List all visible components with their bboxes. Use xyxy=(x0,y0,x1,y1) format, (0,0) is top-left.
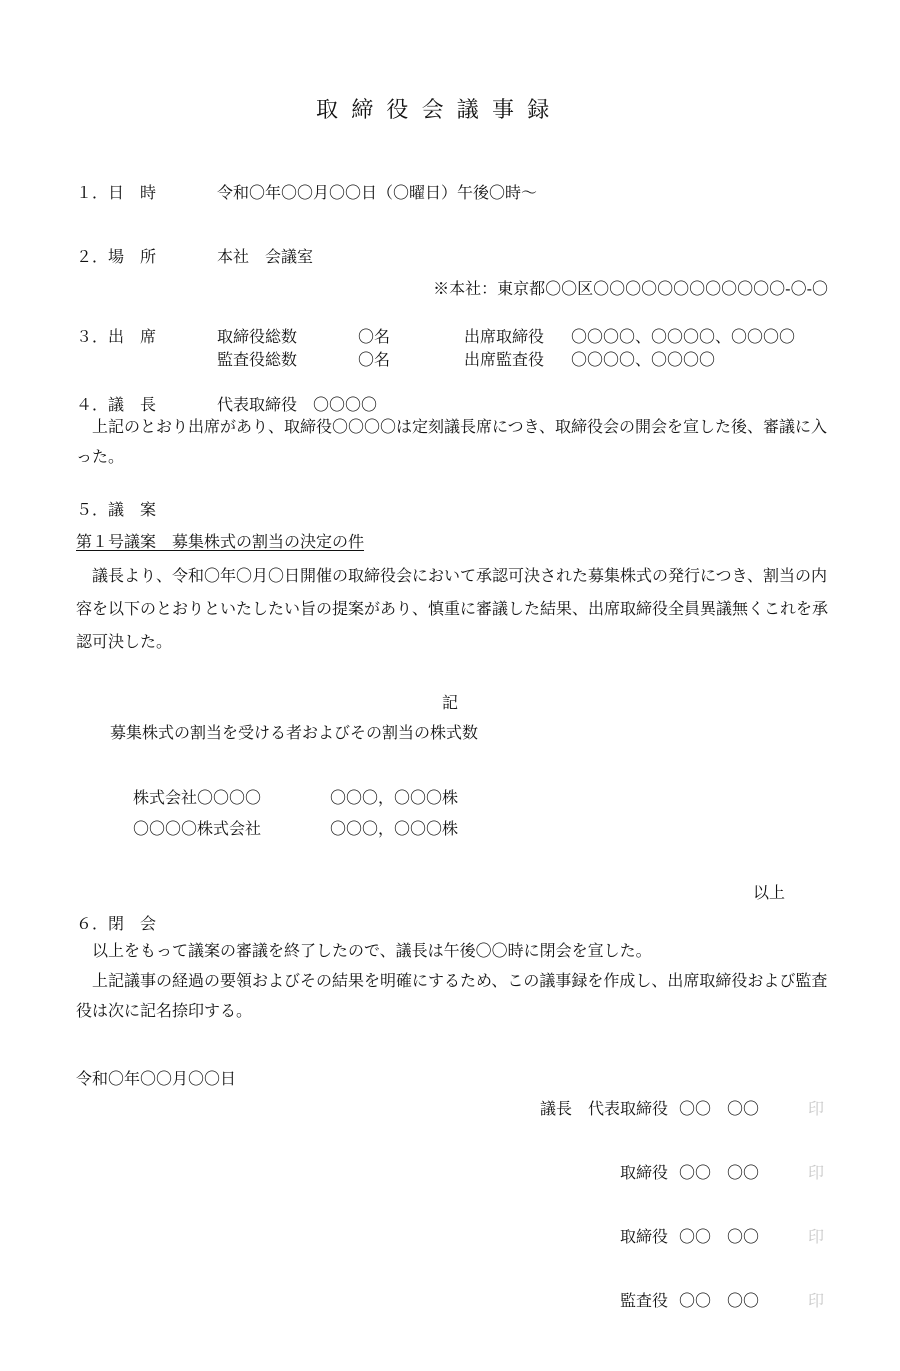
seal-mark: 印 xyxy=(808,1099,825,1118)
allocation-subtitle: 募集株式の割当を受ける者およびその割当の株式数 xyxy=(110,723,479,742)
directors-total-label: 取締役総数 xyxy=(217,327,298,346)
signature-name: 〇〇 〇〇 xyxy=(679,1227,760,1246)
meeting-place: 本社 会議室 xyxy=(217,247,314,266)
auditors-total-count: 〇名 xyxy=(358,350,391,369)
signature-name: 〇〇 〇〇 xyxy=(679,1163,760,1182)
chairperson: 代表取締役 〇〇〇〇 xyxy=(217,395,378,414)
auditors-total-label: 監査役総数 xyxy=(217,350,298,369)
signature-name: 〇〇 〇〇 xyxy=(679,1291,760,1310)
seal-mark: 印 xyxy=(808,1291,825,1310)
signature-role: 議長 代表取締役 xyxy=(539,1099,668,1118)
ki-label: 記 xyxy=(442,693,459,712)
section-6-label: ６．閉 会 xyxy=(76,914,157,933)
allocation-name: 〇〇〇〇株式会社 xyxy=(133,819,262,838)
attending-auditors-label: 出席監査役 xyxy=(464,350,545,369)
agenda-paragraph: 議長より、令和〇年〇月〇日開催の取締役会において承認可決された募集株式の発行につき、割当の内容を以下のとおりといたしたい旨の提案があり、慎重に審議した結果、出席取締役全員異議無くこれを承認可決した。 xyxy=(76,566,829,651)
signature-role: 取締役 xyxy=(619,1227,668,1246)
document-title: 取締役会議事録 xyxy=(316,98,563,123)
directors-total-count: 〇名 xyxy=(358,327,391,346)
meeting-datetime: 令和〇年〇〇月〇〇日（〇曜日）午後〇時〜 xyxy=(217,183,538,202)
allocation-shares: 〇〇〇，〇〇〇株 xyxy=(330,819,459,838)
seal-mark: 印 xyxy=(808,1163,825,1182)
ijo-label: 以上 xyxy=(753,883,786,902)
agenda-title: 第１号議案 募集株式の割当の決定の件 xyxy=(76,532,365,551)
section-4-label: ４．議 長 xyxy=(76,395,157,414)
attending-directors-label: 出席取締役 xyxy=(464,327,545,346)
allocation-name: 株式会社〇〇〇〇 xyxy=(133,788,262,807)
section-2-label: ２．場 所 xyxy=(76,247,157,266)
closing-paragraph-1: 以上をもって議案の審議を終了したので、議長は午後〇〇時に閉会を宣した。 xyxy=(92,941,652,960)
section-1-label: １．日 時 xyxy=(76,183,157,202)
section-5-label: ５．議 案 xyxy=(76,500,157,519)
signature-role: 監査役 xyxy=(619,1291,668,1310)
seal-mark: 印 xyxy=(808,1227,825,1246)
allocation-shares: 〇〇〇，〇〇〇株 xyxy=(330,788,459,807)
opening-paragraph: 上記のとおり出席があり、取締役〇〇〇〇は定刻議長席につき、取締役会の開会を宣した後、審議に入った。 xyxy=(76,417,828,466)
minutes-date: 令和〇年〇〇月〇〇日 xyxy=(76,1069,237,1088)
attending-directors-names: 〇〇〇〇、〇〇〇〇、〇〇〇〇 xyxy=(571,327,796,346)
attending-auditors-names: 〇〇〇〇、〇〇〇〇 xyxy=(571,350,716,369)
signature-name: 〇〇 〇〇 xyxy=(679,1099,760,1118)
head-office-address: ※本社：東京都〇〇区〇〇〇〇〇〇〇〇〇〇〇〇-〇-〇 xyxy=(433,279,828,298)
closing-paragraph-2: 上記議事の経過の要領およびその結果を明確にするため、この議事録を作成し、出席取締役および監査役は次に記名捺印する。 xyxy=(76,971,828,1020)
signature-role: 取締役 xyxy=(619,1163,668,1182)
section-3-label: ３．出 席 xyxy=(76,327,157,346)
